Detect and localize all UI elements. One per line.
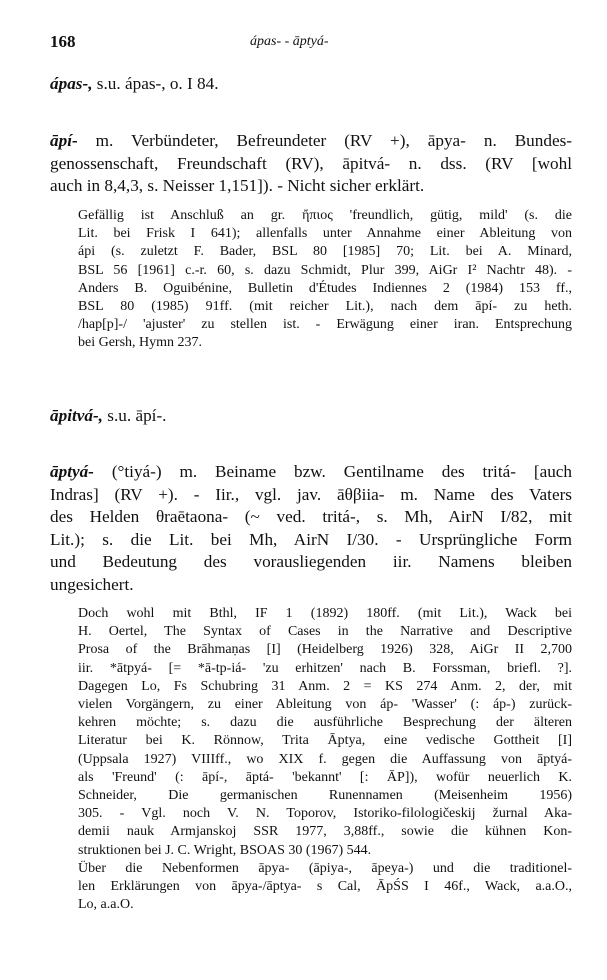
note-line: als 'Freund' (: āpí-, āptá- 'bekannt' [: ĀP]), wofür neuerlich K. <box>78 769 572 785</box>
note-line: bei Gersh, Hymn 237. <box>78 335 203 351</box>
note-line: BSL 80 (1985) 91ff. (mit reicher Lit.), nach dem āpí- zu heth. <box>78 299 572 315</box>
note-line: Anders B. Oguibénine, Bulletin d'Études Indiennes 2 (1984) 153 ff., <box>78 280 572 296</box>
note-line: Prosa of the Brāhmaṇas [I] (Heidelberg 1926) 328, AiGr II 2,700 <box>78 642 572 658</box>
note-line: Gefällig ist Anschluß an gr. ἤπιος 'freundlich, gütig, mild' (s. die <box>78 208 572 223</box>
note-line: Literatur bei K. Rönnow, Trita Āptya, eine vedische Gottheit [I] <box>78 733 572 749</box>
note-line: Lit. bei Frisk I 641); allenfalls unter Annahme einer Ableitung von <box>78 226 572 242</box>
note-aptya <box>78 605 572 914</box>
entry-apas <box>50 73 572 96</box>
note-line: Über die Nebenformen āpya- (āpiya-, āpeya-) und die traditionel- <box>78 860 572 876</box>
entry-apitva <box>50 405 572 428</box>
note-line: /hap[p]-/ 'ajuster' zu stellen ist. - Erwägung einer iran. Entsprechung <box>78 317 572 333</box>
note-line: BSL 56 [1961] c.-r. 60, s. dazu Schmidt, Plur 399, AiGr I² Nachtr 48). - <box>78 262 572 278</box>
page-number: 168 <box>50 32 76 51</box>
note-line: ápi (s. zuletzt F. Bader, BSL 80 [1985] 70; Lit. bei A. Minard, <box>78 244 572 260</box>
entry-line <box>50 461 572 484</box>
entry-line: Indras] (RV +). - Iir., vgl. jav. āθβiia- m. Name des Vaters <box>50 484 572 504</box>
entry-api <box>50 130 572 198</box>
entry-line: auch in 8,4,3, s. Neisser 1,151]). - Nicht sicher erklärt. <box>50 176 425 196</box>
entry-line: Lit.); s. die Lit. bei Mh, AirN I/30. - Ursprüngliche Form <box>50 529 572 549</box>
note-line: Schneider, Die germanischen Runennamen (Meisenheim 1956) <box>78 788 572 804</box>
entry-line: genossenschaft, Freundschaft (RV), āpitvá- n. dss. (RV [wohl <box>50 153 572 173</box>
note-line: vielen Vorgängern, zu einer Ableitung von áp- 'Wasser' (: áp-) zurück- <box>78 697 572 713</box>
note-line: iir. *ātpyá- [= *ā-tp-iá- 'zu erhitzen' nach B. Forssman, briefl. ?]. <box>78 660 572 676</box>
entry-text: s.u. ápas-, o. I 84. <box>96 74 219 93</box>
note-line: len Erklärungen von āpya-/āptya- s Cal, ĀpŚS I 46f., Wack, a.a.O., <box>78 879 572 895</box>
entry-line: des Helden θraētaona- (~ ved. tritá-, s. Mh, AirN I/82, mit <box>50 507 572 527</box>
entry-lemma: āptyá- <box>50 462 94 481</box>
note-api <box>78 207 572 353</box>
entry-text: (°tiyá-) m. Beiname bzw. Gentilname des tritá- [auch <box>111 462 573 481</box>
note-line: (Uppsala 1927) VIIIff., wo XIX f. gegen die Auffassung von āptyá- <box>78 751 572 767</box>
entry-text: s.u. āpí-. <box>107 406 167 425</box>
note-line: struktionen bei J. C. Wright, BSOAS 30 (1967) 544. <box>78 842 372 858</box>
entry-line: und Bedeutung des vorausliegenden iir. Namens bleiben <box>50 552 572 572</box>
entry-lemma: ápas-, <box>50 74 93 93</box>
entry-line <box>50 73 572 96</box>
note-line: Dagegen Lo, Fs Schubring 31 Anm. 2 = KS 274 Anm. 2, der, mit <box>78 678 572 694</box>
entry-aptya <box>50 461 572 597</box>
entry-text: m. Verbündeter, Befreundeter (RV +), āpya- n. Bundes- <box>95 131 572 150</box>
note-line: 305. - Vgl. noch V. N. Toporov, Istoriko-filologičeskij žurnal Aka- <box>78 806 572 822</box>
note-line: demii nauk Armjanskoj SSR 1977, 3,88ff., sowie die kühnen Kon- <box>78 824 572 840</box>
entry-line: ungesichert. <box>50 574 134 594</box>
page-header <box>50 32 570 54</box>
entry-lemma: āpitvá-, <box>50 406 103 425</box>
note-line: Doch wohl mit Bthl, IF 1 (1892) 180ff. (mit Lit.), Wack bei <box>78 606 572 621</box>
note-line: Lo, a.a.O. <box>78 897 134 913</box>
entry-line <box>50 130 572 153</box>
note-line: H. Oertel, The Syntax of Cases in the Narrative and Descriptive <box>78 624 572 640</box>
entry-line <box>50 405 572 428</box>
running-head: ápas- - āptyá- <box>250 34 329 49</box>
entry-lemma: āpí- <box>50 131 78 150</box>
note-line: kehren möchte; s. dazu die ausführliche Besprechung der älteren <box>78 715 572 731</box>
